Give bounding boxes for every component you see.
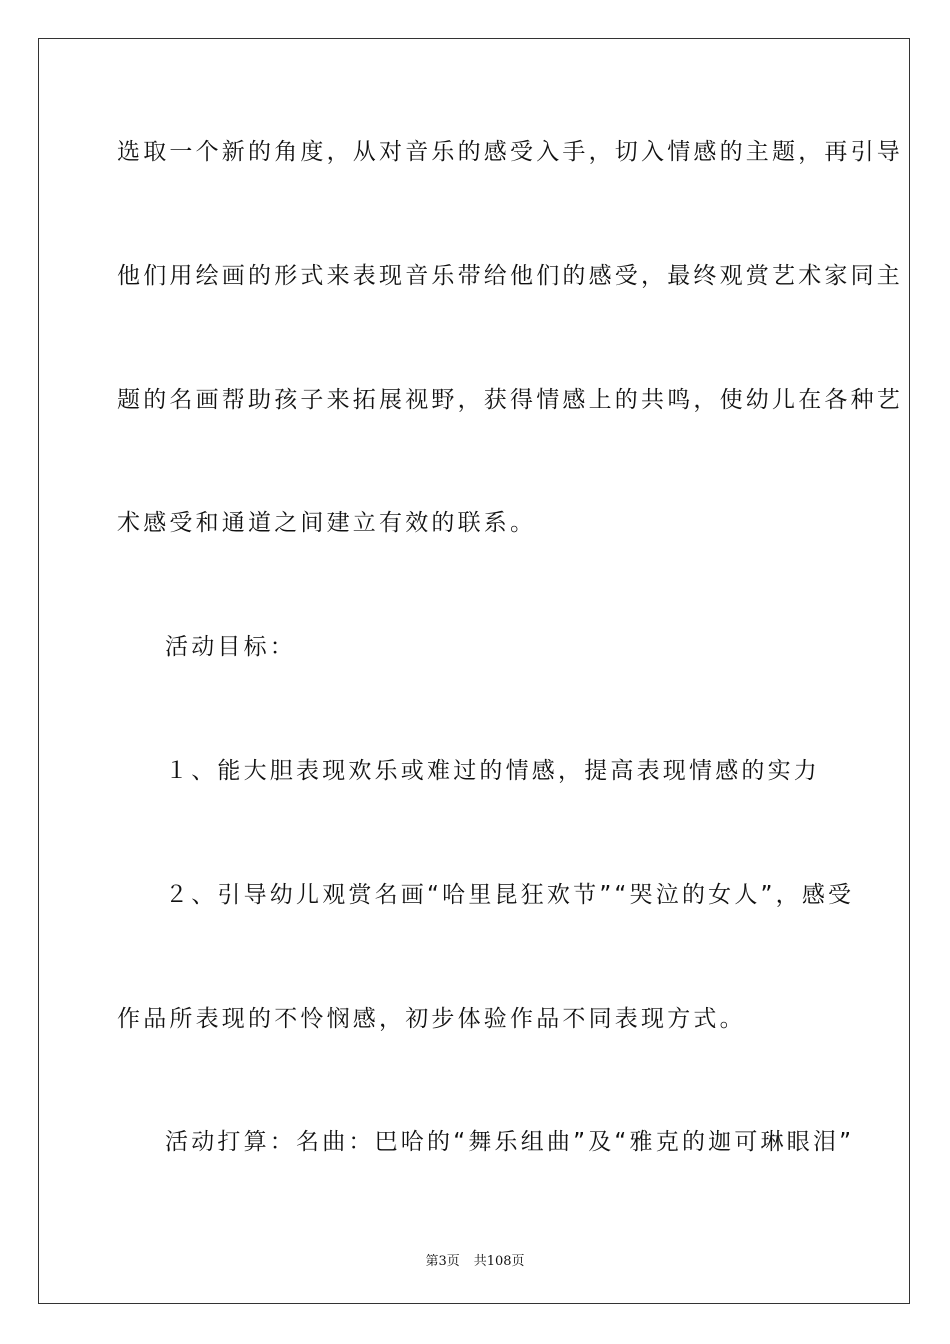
page-total: 共108页 bbox=[473, 1254, 525, 1269]
page-border bbox=[38, 38, 910, 1304]
paragraph-line: 术感受和通道之间建立有效的联系。 bbox=[117, 510, 537, 536]
paragraph-line: 作品所表现的不怜悯感，初步体验作品不同表现方式。 bbox=[117, 1006, 746, 1032]
paragraph-line: 题的名画帮助孩子来拓展视野，获得情感上的共鸣，使幼儿在各种艺 bbox=[117, 387, 903, 413]
list-item: ２、引导幼儿观赏名画“哈里昆狂欢节”“哭泣的女人”，感受 bbox=[165, 882, 855, 908]
paragraph-line: 选取一个新的角度，从对音乐的感受入手，切入情感的主题，再引导 bbox=[117, 139, 903, 165]
section-heading: 活动目标： bbox=[165, 634, 296, 660]
page-footer bbox=[0, 1250, 950, 1269]
list-item: １、能大胆表现欢乐或难过的情感，提高表现情感的实力 bbox=[165, 758, 820, 784]
page-number: 第3页 bbox=[425, 1254, 460, 1269]
paragraph-line: 活动打算：名曲：巴哈的“舞乐组曲”及“雅克的迦可琳眼泪” bbox=[165, 1129, 855, 1155]
paragraph-line: 他们用绘画的形式来表现音乐带给他们的感受，最终观赏艺术家同主 bbox=[117, 263, 903, 289]
